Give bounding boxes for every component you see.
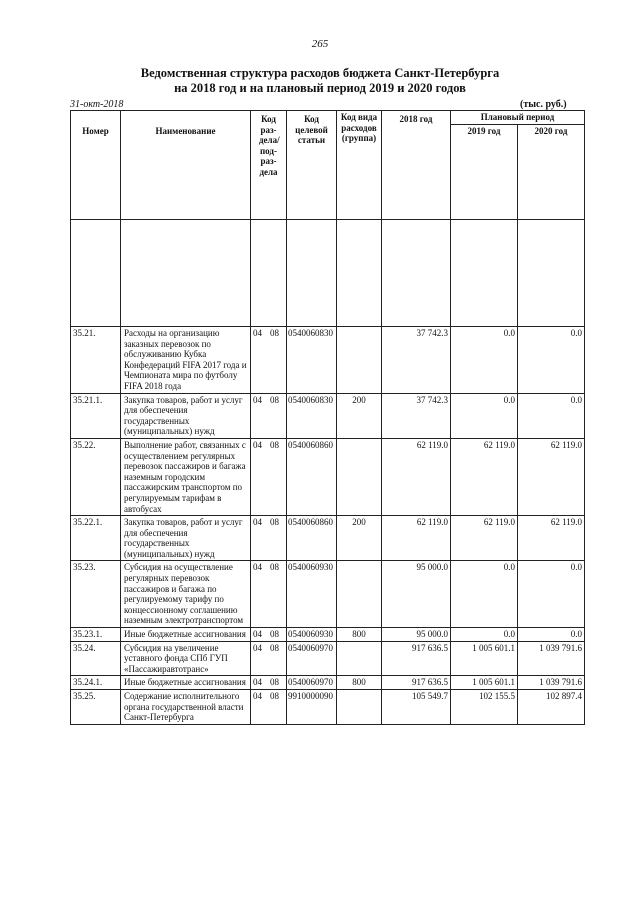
subsection-code: 08	[270, 517, 279, 528]
section-code: 04	[253, 328, 262, 338]
row-target-code: 0540060970	[287, 676, 337, 690]
row-section-code	[251, 690, 287, 725]
row-expense-group: 800	[337, 676, 382, 690]
header-section-code: Код раз-дела/ под-раз-дела	[251, 111, 287, 220]
header-row-1	[71, 111, 585, 125]
table-row	[71, 393, 585, 438]
row-value-2020: 1 039 791.6	[518, 676, 585, 690]
table-row	[71, 690, 585, 725]
table-row	[71, 641, 585, 676]
row-name: Субсидия на увеличение уставного фонда СПб ГУП «Пассажиравтотранс»	[121, 641, 251, 676]
row-value-2019: 1 005 601.1	[451, 641, 518, 676]
title-line-1: Ведомственная структура расходов бюджета Санкт-Петербурга	[140, 66, 500, 80]
table-row	[71, 327, 585, 394]
row-expense-group: 800	[337, 628, 382, 642]
section-code: 04	[253, 439, 262, 450]
row-value-2018: 95 000.0	[382, 628, 451, 642]
row-value-2019: 62 119.0	[451, 516, 518, 561]
row-target-code: 0540060970	[287, 641, 337, 676]
header-number: Номер	[71, 111, 121, 220]
row-number: 35.22.1.	[71, 516, 121, 561]
row-expense-group	[337, 690, 382, 725]
row-name: Иные бюджетные ассигнования	[121, 628, 251, 642]
row-expense-group: 200	[337, 516, 382, 561]
subsection-code: 08	[270, 562, 279, 573]
row-name: Выполнение работ, связанных с осуществлением регулярных перевозок пассажиров и багажа наземным городским пассажирским транспортом по регулируемым тарифам в автобусах	[121, 438, 251, 515]
table-row	[71, 676, 585, 690]
table-row	[71, 438, 585, 515]
header-2019: 2019 год	[451, 125, 518, 220]
row-value-2020: 102 897.4	[518, 690, 585, 725]
row-target-code: 0540060930	[287, 561, 337, 628]
row-value-2018: 105 549.7	[382, 690, 451, 725]
row-value-2019: 0.0	[451, 561, 518, 628]
section-code: 04	[253, 562, 262, 573]
table-row	[71, 561, 585, 628]
row-number: 35.22.	[71, 438, 121, 515]
row-value-2019: 0.0	[451, 393, 518, 438]
row-section-code	[251, 561, 287, 628]
row-number: 35.23.1.	[71, 628, 121, 642]
row-name: Содержание исполнительного органа государственной власти Санкт-Петербурга	[121, 690, 251, 725]
section-code: 04	[253, 394, 262, 405]
row-expense-group: 200	[337, 393, 382, 438]
row-value-2019: 62 119.0	[451, 438, 518, 515]
section-code: 04	[253, 629, 262, 640]
row-section-code	[251, 676, 287, 690]
row-value-2020: 0.0	[518, 393, 585, 438]
row-value-2019: 102 155.5	[451, 690, 518, 725]
section-code: 04	[253, 642, 262, 653]
row-value-2018: 37 742.3	[382, 327, 451, 394]
title-line-2: на 2018 год и на плановый период 2019 и 2020 годов	[174, 81, 466, 95]
row-target-code: 0540060860	[287, 516, 337, 561]
row-value-2020: 0.0	[518, 327, 585, 394]
header-expense-group: Код вида расходов (группа)	[337, 111, 382, 220]
page-number: 265	[311, 38, 329, 50]
row-value-2018: 95 000.0	[382, 561, 451, 628]
header-target-code: Код целевой статьи	[287, 111, 337, 220]
row-section-code	[251, 327, 287, 394]
subsection-code: 08	[270, 642, 279, 653]
row-number: 35.24.	[71, 641, 121, 676]
row-value-2018: 62 119.0	[382, 438, 451, 515]
row-name: Закупка товаров, работ и услуг для обеспечения государственных (муниципальных) нужд	[121, 516, 251, 561]
row-value-2018: 917 636.5	[382, 676, 451, 690]
row-number: 35.25.	[71, 690, 121, 725]
subsection-code: 08	[270, 677, 279, 688]
row-expense-group	[337, 438, 382, 515]
units-label: (тыс. руб.)	[520, 99, 567, 110]
row-target-code: 0540060830	[287, 327, 337, 394]
row-section-code	[251, 393, 287, 438]
row-expense-group	[337, 327, 382, 394]
row-value-2020: 1 039 791.6	[518, 641, 585, 676]
row-section-code	[251, 628, 287, 642]
row-value-2019: 0.0	[451, 628, 518, 642]
row-section-code	[251, 641, 287, 676]
row-expense-group	[337, 641, 382, 676]
row-number: 35.21.	[71, 327, 121, 394]
row-target-code: 0540060830	[287, 393, 337, 438]
row-name: Иные бюджетные ассигнования	[121, 676, 251, 690]
row-value-2020: 62 119.0	[518, 438, 585, 515]
row-value-2019: 1 005 601.1	[451, 676, 518, 690]
header-name: Наименование	[121, 111, 251, 220]
row-value-2018: 37 742.3	[382, 393, 451, 438]
table-row	[71, 516, 585, 561]
row-name: Субсидия на осуществление регулярных перевозок пассажиров и багажа по регулируемому тарифу по концессионному соглашению наземным электротранспортом	[121, 561, 251, 628]
row-value-2020: 62 119.0	[518, 516, 585, 561]
subsection-code: 08	[270, 691, 279, 701]
row-value-2020: 0.0	[518, 561, 585, 628]
report-date: 31-окт-2018	[70, 99, 124, 110]
budget-table	[70, 110, 585, 725]
row-name: Расходы на организацию заказных перевозок по обслуживанию Кубка Конфедераций FIFA 2017 года и Чемпионата мира по футболу FIFA 2018 года	[121, 327, 251, 394]
header-2018: 2018 год	[382, 111, 451, 220]
subsection-code: 08	[270, 629, 279, 640]
row-value-2020: 0.0	[518, 628, 585, 642]
subsection-code: 08	[270, 394, 279, 405]
document-title	[0, 66, 640, 96]
row-section-code	[251, 516, 287, 561]
row-number: 35.23.	[71, 561, 121, 628]
row-value-2019: 0.0	[451, 327, 518, 394]
section-code: 04	[253, 691, 262, 701]
section-code: 04	[253, 677, 262, 688]
row-target-code: 9910000090	[287, 690, 337, 725]
table-row	[71, 628, 585, 642]
row-value-2018: 917 636.5	[382, 641, 451, 676]
header-planned-period: Плановый период	[451, 111, 585, 125]
row-target-code: 0540060930	[287, 628, 337, 642]
row-number: 35.21.1.	[71, 393, 121, 438]
row-value-2018: 62 119.0	[382, 516, 451, 561]
row-expense-group	[337, 561, 382, 628]
spacer-row	[71, 220, 585, 327]
row-section-code	[251, 438, 287, 515]
section-code: 04	[253, 517, 262, 528]
row-name: Закупка товаров, работ и услуг для обеспечения государственных (муниципальных) нужд	[121, 393, 251, 438]
subsection-code: 08	[270, 328, 279, 338]
subsection-code: 08	[270, 439, 279, 450]
header-2020: 2020 год	[518, 125, 585, 220]
row-number: 35.24.1.	[71, 676, 121, 690]
row-target-code: 0540060860	[287, 438, 337, 515]
